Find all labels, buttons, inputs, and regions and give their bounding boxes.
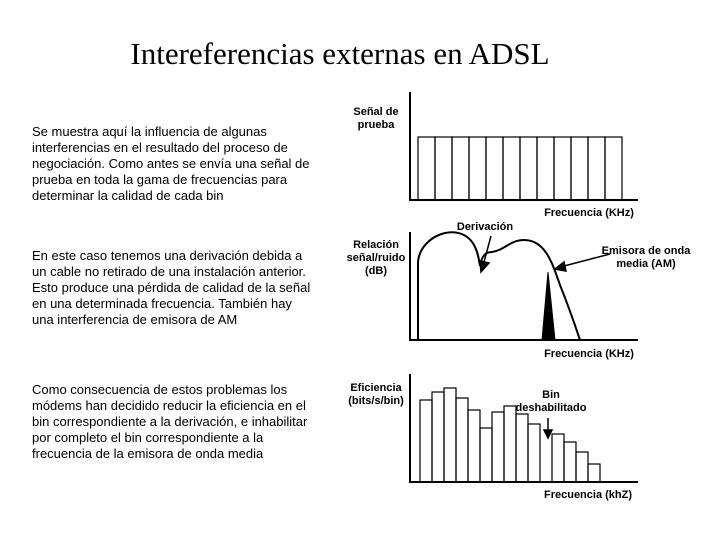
diagram2-xlabel: Frecuencia (KHz)	[544, 348, 634, 360]
snr-curve	[418, 232, 580, 340]
diagram1-ylabel: Señal de prueba	[353, 106, 399, 131]
am-interference-spike	[542, 272, 555, 340]
derivacion-arrow	[480, 236, 491, 272]
paragraph-consequence: Como consecuencia de estos problemas los módems han decidido reducir la eficiencia en el bin correspondiente a la derivación, e inhabilitar por completo el bin correspondiente a la frecuencia de la emisora de onda media	[32, 382, 308, 461]
diagram1-axes	[410, 92, 638, 200]
annotation-emisora: Emisora de onda media (AM)	[601, 245, 691, 270]
diagram1-xlabel: Frecuencia (KHz)	[544, 207, 634, 219]
paragraph-test-signal: Se muestra aquí la influencia de algunas interferencias en el resultado del proceso de negociación. Como antes se envía una señal de prueba en toda la gama de frecuencias para determinar la calidad de cada bin	[32, 124, 310, 203]
annotation-bin-deshabilitado: Bin deshabilitado	[515, 389, 587, 414]
slide-title: Intereferencias externas en ADSL	[130, 36, 550, 71]
test-signal-diagram	[410, 92, 638, 200]
annotation-derivacion: Derivación	[456, 221, 514, 233]
diagram3-ylabel: Eficiencia (bits/s/bin)	[348, 382, 404, 407]
paragraph-interference: En este caso tenemos una derivación debida a un cable no retirado de una instalación anterior. Esto produce una pérdida de calidad de la señal en una determinada frecuencia. También hay una interferencia de emisora de AM	[32, 248, 311, 327]
diagram2-ylabel: Relación señal/ruido (dB)	[346, 239, 406, 277]
test-signal-bins	[418, 137, 622, 200]
bin-disabled-arrow	[544, 418, 552, 438]
diagram3-xlabel: Frecuencia (khZ)	[543, 489, 633, 501]
